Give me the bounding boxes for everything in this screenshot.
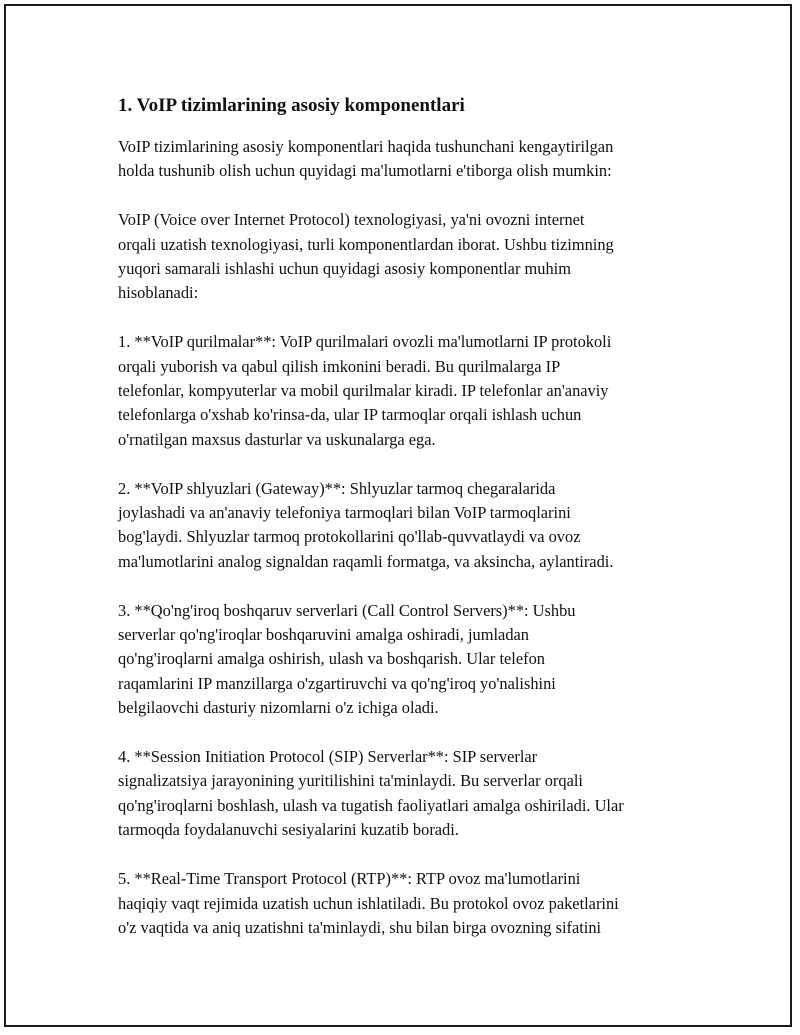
text-line: telefonlarga o'xshab ko'rinsa-da, ular IP tarmoqlar orqali ishlash uchun	[118, 405, 582, 425]
text-line: bog'laydi. Shlyuzlar tarmoq protokollarini qo'llab-quvvatlaydi va ovoz	[118, 527, 581, 547]
text-line: tarmoqda foydalanuvchi sesiyalarini kuzatib boradi.	[118, 820, 459, 840]
text-line: o'rnatilgan maxsus dasturlar va uskunalarga ega.	[118, 429, 436, 449]
paragraph	[118, 745, 698, 843]
text-line: telefonlar, kompyuterlar va mobil qurilmalar kiradi. IP telefonlar an'anaviy	[118, 381, 609, 401]
paragraph	[118, 208, 698, 306]
text-line: ma'lumotlarini analog signaldan raqamli formatga, va aksincha, aylantiradi.	[118, 551, 614, 571]
document-body	[118, 93, 698, 965]
paragraph	[118, 330, 698, 452]
text-line: VoIP tizimlarining asosiy komponentlari haqida tushunchani kengaytirilgan	[118, 137, 614, 156]
text-line: o'z vaqtida va aniq uzatishni ta'minlaydi, shu bilan birga ovozning sifatini	[118, 917, 602, 937]
text-line: orqali yuborish va qabul qilish imkonini beradi. Bu qurilmalarga IP	[118, 356, 561, 376]
text-line: 1. **VoIP qurilmalar**: VoIP qurilmalari ovozli ma'lumotlarni IP protokoli	[118, 332, 612, 352]
text-line: serverlar qo'ng'iroqlar boshqaruvini amalga oshiradi, jumladan	[118, 625, 529, 645]
paragraph	[118, 867, 698, 940]
text-line: orqali uzatish texnologiyasi, turli komponentlardan iborat. Ushbu tizimning	[118, 234, 614, 254]
text-line: VoIP (Voice over Internet Protocol) texnologiyasi, ya'ni ovozni internet	[118, 210, 585, 230]
text-line: haqiqiy vaqt rejimida uzatish uchun ishlatiladi. Bu protokol ovoz paketlarini	[118, 893, 619, 913]
text-line: qo'ng'iroqlarni boshlash, ulash va tugatish faoliyatlari amalga oshiriladi. Ular	[118, 795, 624, 815]
text-line: holda tushunib olish uchun quyidagi ma'lumotlarni e'tiborga olish mumkin:	[118, 161, 612, 181]
text-line: 3. **Qo'ng'iroq boshqaruv serverlari (Call Control Servers)**: Ushbu	[118, 600, 576, 620]
text-line: qo'ng'iroqlarni amalga oshirish, ulash va boshqarish. Ular telefon	[118, 649, 545, 669]
text-line: signalizatsiya jarayonining yuritilishini ta'minlaydi. Bu serverlar orqali	[118, 771, 583, 791]
text-line: belgilaovchi dasturiy nizomlarni o'z ichiga oladi.	[118, 698, 439, 718]
text-line: hisoblanadi:	[118, 283, 199, 303]
paragraph	[118, 599, 698, 721]
text-line: 5. **Real-Time Transport Protocol (RTP)**: RTP ovoz ma'lumotlarini	[118, 869, 581, 889]
text-line: joylashadi va an'anaviy telefoniya tarmoqlari bilan VoIP tarmoqlarini	[118, 503, 571, 523]
paragraph	[118, 477, 698, 575]
section-heading: 1. VoIP tizimlarining asosiy komponentlari	[118, 95, 465, 116]
text-line: yuqori samarali ishlashi uchun quyidagi asosiy komponentlar muhim	[118, 259, 571, 279]
paragraph-list	[118, 135, 698, 940]
text-line: 2. **VoIP shlyuzlari (Gateway)**: Shlyuzlar tarmoq chegaralarida	[118, 478, 556, 498]
paragraph	[118, 135, 698, 184]
text-line: raqamlarini IP manzillarga o'zgartiruvchi va qo'ng'iroq yo'nalishini	[118, 673, 556, 693]
text-line: 4. **Session Initiation Protocol (SIP) Serverlar**: SIP serverlar	[118, 747, 538, 767]
